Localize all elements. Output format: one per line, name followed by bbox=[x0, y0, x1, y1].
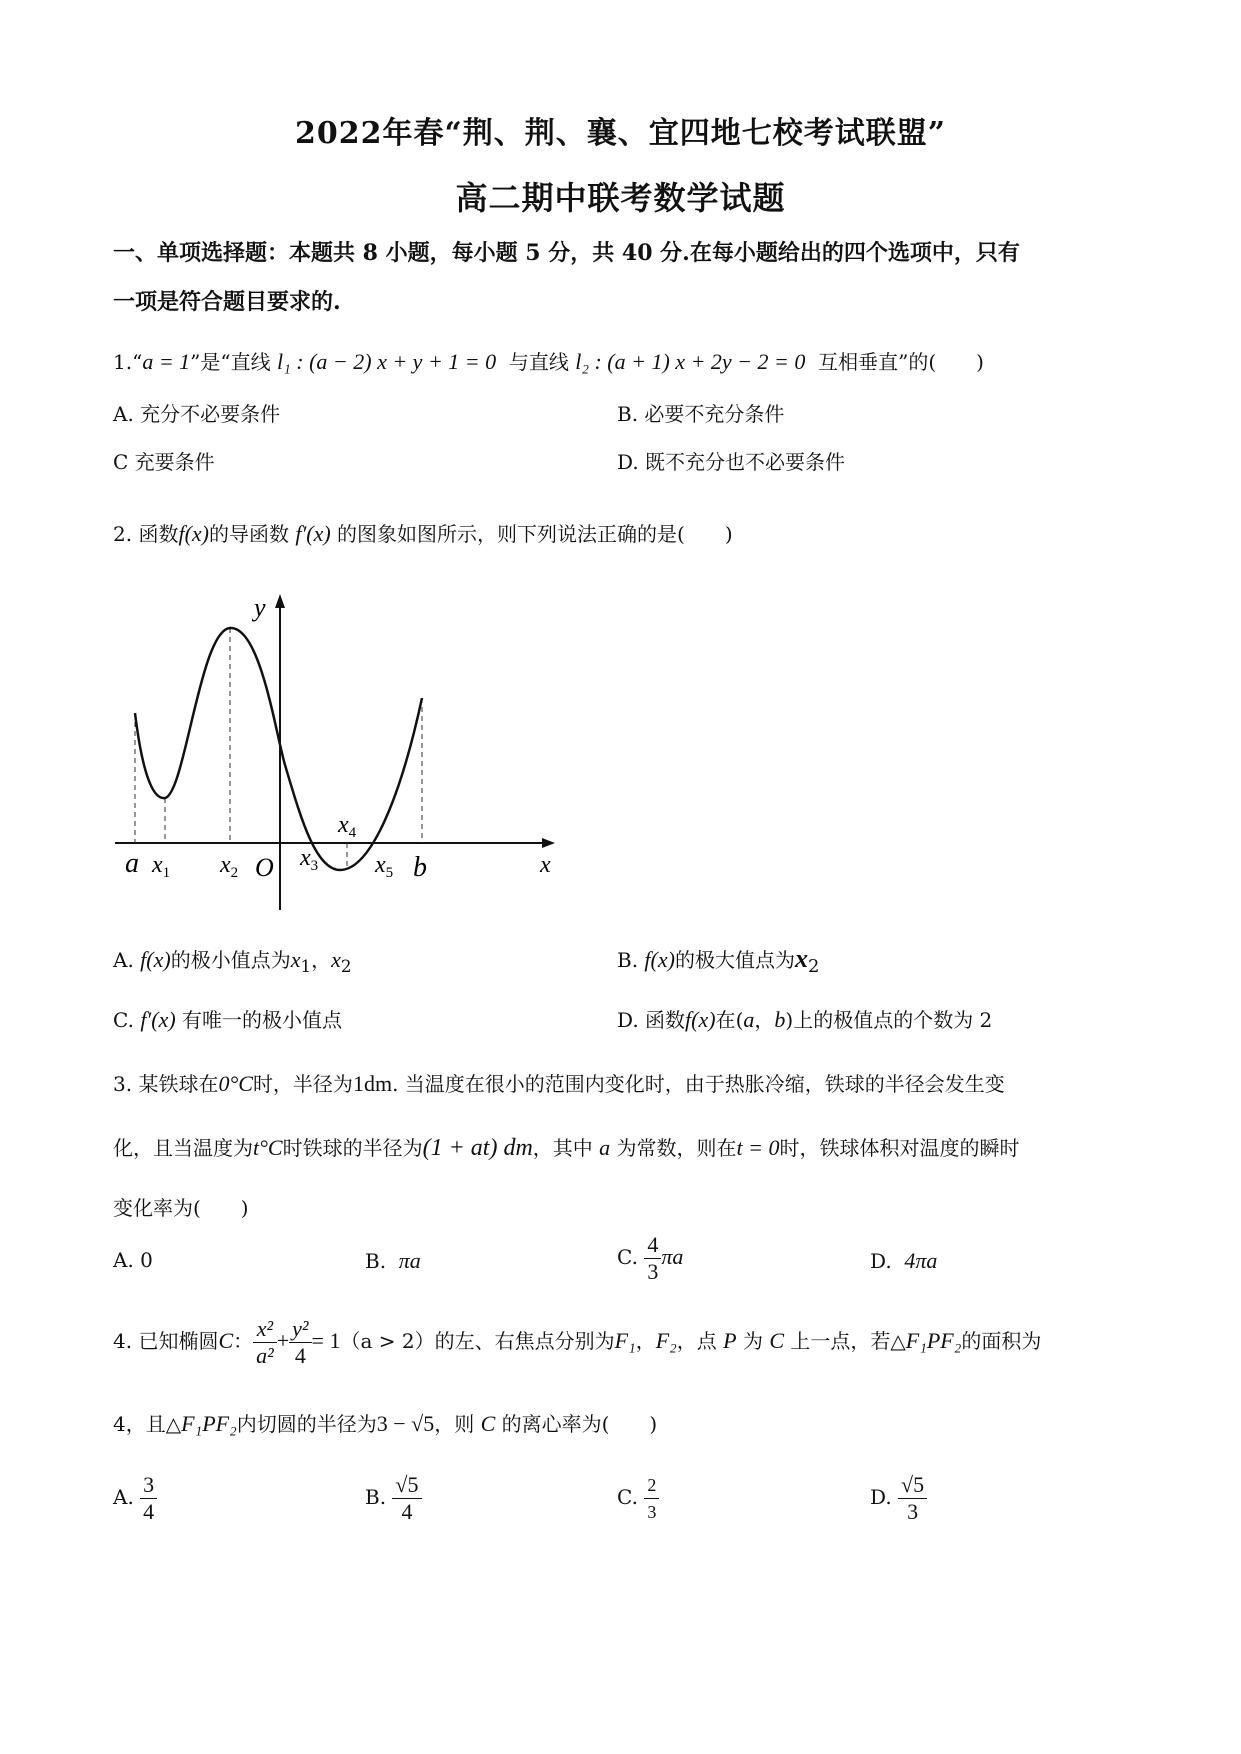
derivative-graph bbox=[110, 580, 570, 920]
q3-optC-den: 3 bbox=[647, 1259, 659, 1284]
q4-frac1-den: a² bbox=[256, 1343, 274, 1368]
q4-line2-post: 的离心率为( ) bbox=[501, 1412, 658, 1436]
q2-optA-pre: A. bbox=[113, 948, 134, 972]
q3-line1-post: . 当温度在很小的范围内变化时，由于热胀冷缩，铁球的半径会发生变 bbox=[392, 1072, 1005, 1096]
q4-option-b bbox=[365, 1472, 422, 1525]
q1-line2-equation: l₂ : (a + 1) x + 2y − 2 = 0 bbox=[575, 349, 806, 374]
section-heading-cont: 一项是符合题目要求的. bbox=[113, 289, 341, 315]
q2-option-d bbox=[617, 1004, 992, 1033]
q3-optB-pre: B. bbox=[365, 1249, 387, 1273]
q3-optC-fraction bbox=[644, 1232, 661, 1285]
q3-radius: 1dm bbox=[352, 1071, 393, 1096]
q4-optA-den: 4 bbox=[143, 1499, 155, 1524]
q3-line2-mid: 时铁球的半径为 bbox=[282, 1136, 423, 1160]
q4-optB-fraction bbox=[392, 1472, 421, 1525]
q4-line2-mid2: ，则 bbox=[434, 1412, 475, 1436]
q2-optD-pre: D. 函数 bbox=[617, 1008, 686, 1032]
x3-label: $x_3$ bbox=[300, 845, 319, 874]
origin-label: O bbox=[255, 853, 274, 882]
q2-optB-x: x bbox=[794, 944, 808, 973]
q4-cond: （a > 2） bbox=[340, 1329, 435, 1353]
q4-line2-mid: 内切圆的半径为 bbox=[236, 1412, 377, 1436]
q4-plus: + bbox=[276, 1328, 290, 1353]
q4-optA-pre: A. bbox=[113, 1485, 134, 1509]
q3-expr: (1 + at) dm bbox=[422, 1135, 533, 1161]
q4-mid3: 为 bbox=[742, 1329, 763, 1353]
question-1 bbox=[113, 346, 984, 375]
q2-optC-pre: C. bbox=[113, 1008, 134, 1032]
q3-optC-pre: C. bbox=[617, 1245, 638, 1269]
question-4-line2 bbox=[113, 1408, 657, 1437]
q2-option-a bbox=[113, 944, 351, 976]
q1-line1-equation: l₁ : (a − 2) x + y + 1 = 0 bbox=[276, 349, 497, 374]
q2-optB-x-sub: 2 bbox=[807, 956, 820, 977]
q3-t0: t = 0 bbox=[736, 1135, 780, 1160]
q4-optD-den: 3 bbox=[907, 1499, 919, 1524]
page-subtitle: 高二期中联考数学试题 bbox=[455, 179, 786, 217]
q4-triangle: F₁PF₂ bbox=[905, 1328, 962, 1353]
derivative-curve bbox=[135, 628, 422, 870]
q4-F1: F₁ bbox=[614, 1328, 636, 1353]
q2-option-c bbox=[113, 1004, 342, 1033]
q3-line2-pre: 化，且当温度为 bbox=[113, 1136, 253, 1160]
q4-C2: C bbox=[769, 1328, 784, 1353]
q4-optA-fraction bbox=[140, 1472, 157, 1525]
q4-frac1-num: x² bbox=[253, 1316, 277, 1343]
q3-optB-value: πa bbox=[398, 1248, 421, 1273]
q3-line2-post: 时，铁球体积对温度的瞬时 bbox=[779, 1136, 1020, 1160]
q3-option-b bbox=[365, 1248, 421, 1274]
question-3-line2 bbox=[113, 1132, 1019, 1162]
q3-optC-tail: πa bbox=[661, 1244, 684, 1269]
q4-line2-C: C bbox=[480, 1411, 496, 1436]
b-label: b bbox=[413, 852, 427, 883]
q2-optA-x2: x bbox=[331, 947, 341, 972]
page-title: 2022年春“荆、荆、襄、宜四地七校考试联盟” bbox=[294, 116, 946, 151]
q4-option-d bbox=[870, 1472, 927, 1525]
q3-optD-value: 4πa bbox=[904, 1248, 938, 1273]
section-heading: 一、单项选择题：本题共 8 小题，每小题 5 分，共 40 分.在每小题给出的四个选项中，只有 bbox=[113, 240, 1020, 266]
q4-optB-num: √5 bbox=[392, 1472, 421, 1499]
q4-colon: ： bbox=[233, 1329, 254, 1353]
q4-optD-pre: D. bbox=[870, 1485, 892, 1509]
q4-sep: ， bbox=[635, 1329, 656, 1353]
q4-optD-fraction bbox=[898, 1472, 927, 1525]
q4-optB-pre: B. bbox=[365, 1485, 387, 1509]
q3-line1-pre: 3. 某铁球在 bbox=[113, 1072, 219, 1096]
q4-frac2-num: y² bbox=[289, 1316, 311, 1343]
question-3-line3: 变化率为( ) bbox=[113, 1196, 249, 1220]
q1-pre: 1.“ bbox=[113, 350, 143, 374]
q3-line2-mid3: 为常数，则在 bbox=[616, 1136, 737, 1160]
q3-a: a bbox=[599, 1135, 611, 1160]
q3-temp0: 0°C bbox=[218, 1071, 253, 1096]
a-label: a bbox=[125, 848, 139, 879]
q2-optD-f: f(x) bbox=[685, 1007, 716, 1032]
y-axis-arrow bbox=[275, 594, 285, 608]
q1-option-c: C 充要条件 bbox=[113, 450, 215, 474]
q4-frac2-den: 4 bbox=[294, 1343, 306, 1368]
x-label: x bbox=[540, 852, 551, 878]
q4-eq: = 1 bbox=[311, 1328, 341, 1353]
q2-mid: 的导函数 bbox=[208, 522, 289, 546]
q4-option-c bbox=[617, 1472, 659, 1525]
q4-optC-fraction bbox=[644, 1472, 659, 1525]
q4-line2-pre: 4，且△ bbox=[113, 1412, 182, 1436]
q2-optA-text: 的极小值点为 bbox=[170, 948, 291, 972]
x-axis-arrow bbox=[542, 838, 555, 848]
q3-option-d bbox=[870, 1248, 937, 1274]
q3-option-c bbox=[617, 1232, 683, 1285]
q2-optC-f: f′(x) bbox=[140, 1007, 176, 1032]
q2-optD-b: b bbox=[774, 1007, 786, 1032]
q4-F2: F₂ bbox=[655, 1328, 677, 1353]
q4-radius: 3 − √5 bbox=[376, 1411, 435, 1436]
q2-optA-x1: x bbox=[290, 947, 301, 972]
q4-optD-num: √5 bbox=[898, 1472, 927, 1499]
q4-optC-pre: C. bbox=[617, 1485, 638, 1509]
q2-optD-sep: ， bbox=[754, 1008, 775, 1032]
q4-mid2: ，点 bbox=[676, 1329, 717, 1353]
q4-line2-triangle: F₁PF₂ bbox=[181, 1411, 237, 1436]
x4-label: $x_4$ bbox=[338, 812, 357, 841]
question-4-line1 bbox=[113, 1316, 1041, 1369]
q2-optA-f: f(x) bbox=[140, 947, 171, 972]
x5-label: $x_5$ bbox=[375, 852, 394, 881]
q2-fx: f(x) bbox=[178, 521, 209, 546]
q2-optC-text: 有唯一的极小值点 bbox=[182, 1008, 343, 1032]
q4-optC-den: 3 bbox=[647, 1502, 657, 1522]
q2-post: 的图象如图所示，则下列说法正确的是( ) bbox=[337, 522, 733, 546]
q4-option-a bbox=[113, 1472, 157, 1525]
q3-optD-pre: D. bbox=[870, 1249, 892, 1273]
q4-P: P bbox=[723, 1328, 737, 1353]
q4-optB-den: 4 bbox=[401, 1499, 413, 1524]
q3-optC-num: 4 bbox=[644, 1232, 661, 1259]
q2-optB-pre: B. bbox=[617, 948, 639, 972]
q2-optA-sep: ， bbox=[311, 948, 332, 972]
q1-option-b: B. 必要不充分条件 bbox=[617, 402, 785, 426]
q2-option-b bbox=[617, 944, 819, 977]
y-label: y bbox=[254, 593, 266, 622]
q2-optD-post: )上的极值点的个数为 2 bbox=[785, 1008, 993, 1032]
x1-label: $x_1$ bbox=[152, 852, 171, 881]
q1-option-d: D. 既不充分也不必要条件 bbox=[617, 450, 846, 474]
q1-mid1: ”是“直线 bbox=[190, 350, 271, 374]
q2-fpx: f′(x) bbox=[295, 521, 331, 546]
question-3-line1 bbox=[113, 1068, 1005, 1097]
q4-mid4: 上一点，若△ bbox=[790, 1329, 906, 1353]
q4-C: C bbox=[218, 1328, 234, 1353]
q3-option-a: A. 0 bbox=[113, 1248, 153, 1272]
q1-post: 互相垂直”的( ) bbox=[818, 350, 984, 374]
q4-post: 的面积为 bbox=[961, 1329, 1042, 1353]
q2-optD-text: 在( bbox=[715, 1008, 744, 1032]
q2-optA-x1-sub: 1 bbox=[300, 957, 312, 976]
q4-frac2 bbox=[289, 1316, 311, 1369]
q2-optB-f: f(x) bbox=[644, 947, 675, 972]
q4-optC-num: 2 bbox=[644, 1472, 659, 1499]
q3-line1-mid: 时，半径为 bbox=[252, 1072, 353, 1096]
q4-optA-num: 3 bbox=[140, 1472, 157, 1499]
q1-option-a: A. 充分不必要条件 bbox=[113, 402, 281, 426]
q1-condition: a = 1 bbox=[142, 349, 191, 374]
q3-tC: t°C bbox=[253, 1135, 283, 1160]
q2-optD-a: a bbox=[743, 1007, 755, 1032]
q1-mid2: 与直线 bbox=[508, 350, 569, 374]
q4-frac1 bbox=[253, 1316, 277, 1369]
q4-mid: 的左、右焦点分别为 bbox=[434, 1329, 615, 1353]
q2-optB-text: 的极大值点为 bbox=[674, 948, 795, 972]
q2-pre: 2. 函数 bbox=[113, 522, 179, 546]
q3-line2-mid2: ，其中 bbox=[532, 1136, 593, 1160]
question-2 bbox=[113, 518, 733, 547]
q2-optA-x2-sub: 2 bbox=[340, 957, 352, 976]
x2-label: $x_2$ bbox=[220, 852, 239, 881]
q4-pre: 4. 已知椭圆 bbox=[113, 1329, 219, 1353]
